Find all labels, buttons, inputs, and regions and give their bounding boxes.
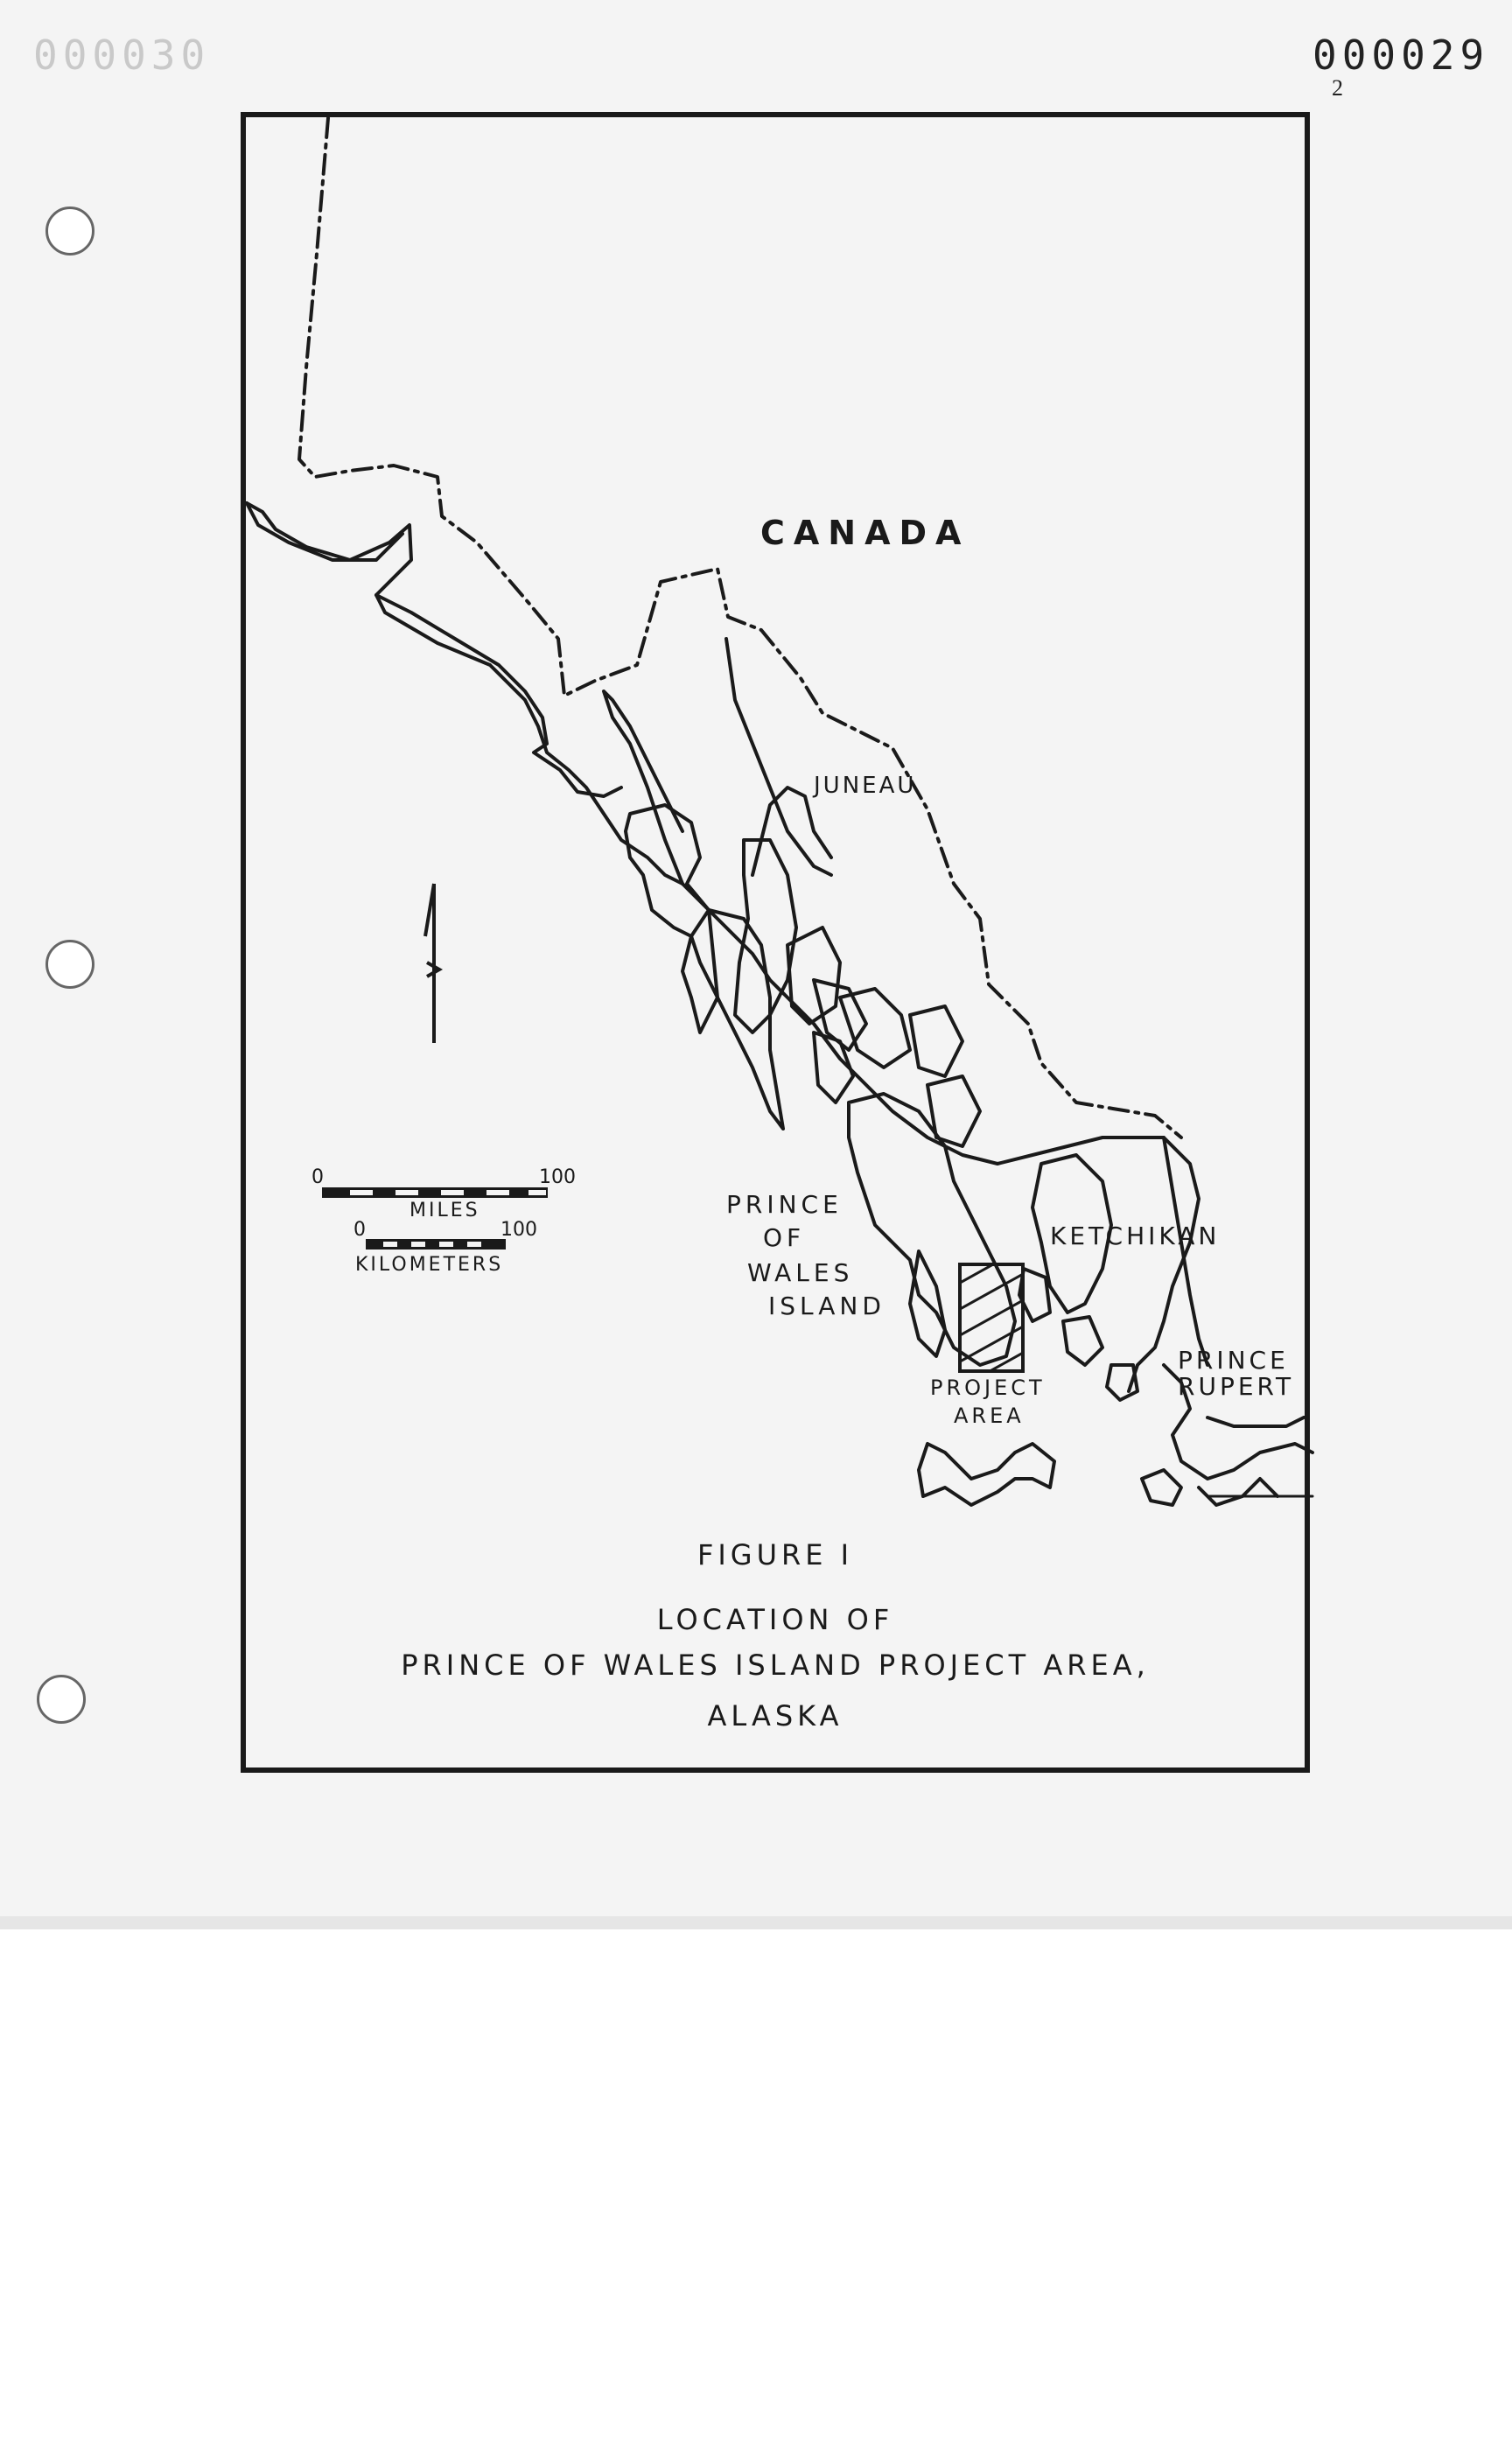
prince-rupert-inlet	[1208, 1418, 1304, 1426]
wrangell-island	[910, 1006, 962, 1076]
figure-title-line3: ALASKA	[707, 1699, 844, 1732]
page-stamp-right: 000029	[1312, 32, 1490, 79]
stephens-passage	[752, 788, 831, 875]
north-arrow-icon	[425, 884, 439, 1043]
scale-km-end: 100	[500, 1219, 537, 1241]
scale-bar-miles	[322, 1187, 548, 1198]
label-pow-line3: WALES	[747, 1258, 854, 1287]
admiralty-island	[735, 840, 796, 1032]
kupreanof-island	[788, 928, 840, 1024]
scale-miles-end: 100	[539, 1166, 576, 1188]
scale-km-start: 0	[354, 1219, 366, 1241]
taku-inlet	[726, 639, 831, 875]
figure-title-line2: PRINCE OF WALES ISLAND PROJECT AREA,	[401, 1648, 1150, 1682]
label-prince-rupert-line2: RUPERT	[1178, 1372, 1295, 1401]
label-canada: CANADA	[760, 514, 970, 552]
label-project-area-line1: PROJECT	[930, 1376, 1046, 1400]
annette-island	[1063, 1317, 1102, 1365]
page-number: 2	[1332, 75, 1343, 101]
label-pow-line4: ISLAND	[768, 1292, 886, 1320]
page-stamp-left: 000030	[33, 32, 211, 79]
label-pow-line2: OF	[763, 1223, 806, 1252]
kuiu-island	[709, 910, 783, 1129]
graham-island-north	[919, 1444, 1054, 1505]
scale-miles-label: MILES	[410, 1200, 480, 1222]
chichagof-island	[626, 805, 709, 936]
label-ketchikan: KETCHIKAN	[1050, 1222, 1221, 1250]
icy-strait-coast	[376, 595, 621, 796]
scale-bar-kilometers	[366, 1239, 506, 1250]
figure-number: FIGURE I	[696, 1538, 854, 1572]
stephens-island	[1142, 1470, 1181, 1505]
label-pow-line1: PRINCE	[726, 1190, 843, 1219]
canada-alaska-border	[299, 118, 1181, 1138]
label-project-area-line2: AREA	[954, 1404, 1025, 1428]
zarembo-island	[840, 989, 910, 1068]
figure-title-line1: LOCATION OF	[656, 1603, 894, 1636]
bc-coast-south	[1199, 1479, 1278, 1505]
label-prince-rupert-line1: PRINCE	[1178, 1346, 1289, 1375]
label-juneau: JUNEAU	[814, 773, 917, 799]
prince-of-wales-island	[849, 1094, 1015, 1365]
scale-miles-start: 0	[312, 1166, 324, 1188]
scale-km-label: KILOMETERS	[355, 1254, 504, 1276]
